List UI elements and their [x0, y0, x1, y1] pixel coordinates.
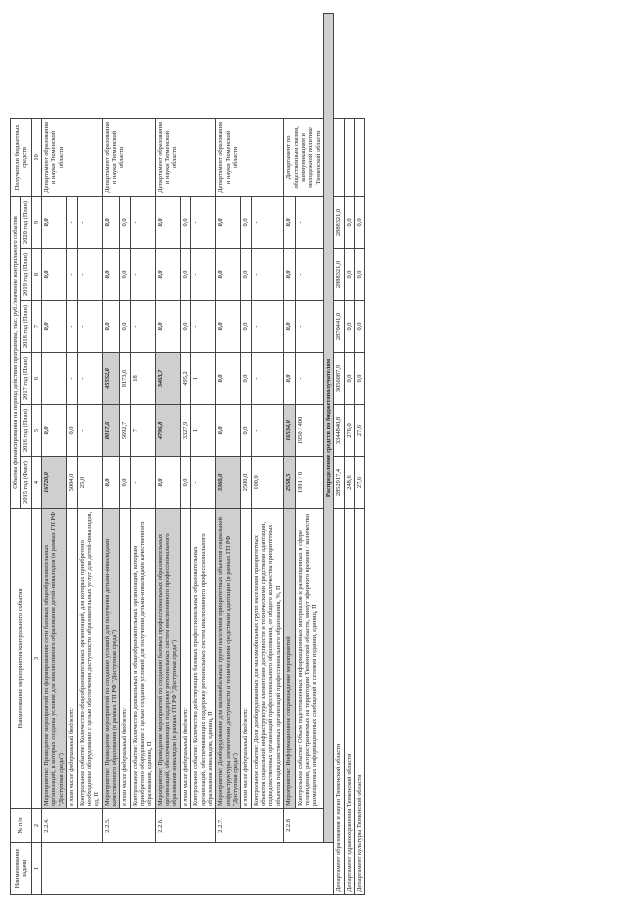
value: 27,6 [355, 457, 365, 509]
value: 1 [191, 353, 216, 405]
value: 0,0 [355, 196, 365, 248]
col-event: Наименование мероприятия/контрольного события [11, 509, 32, 809]
row-2-2-5 [102, 14, 120, 895]
value: 2870441,0 [334, 301, 344, 353]
row-number: 2.2.6. [155, 809, 216, 843]
year-2017: 2017 год (План) [21, 353, 31, 405]
value: 16720,0 [42, 457, 67, 509]
value: 0,0 [284, 196, 296, 248]
year-2018: 2018 год (План) [21, 301, 31, 353]
event-text: Мероприятие: Информационное сопровождение мероприятий [284, 509, 296, 809]
colnum: 8 [31, 249, 41, 301]
value: 5692,7 [120, 405, 130, 457]
value: 0,0 [241, 249, 251, 301]
value: - [77, 353, 102, 405]
event-text: Мероприятие: Проведение мероприятий по формированию сети базовых общеобразовательных организаций, в которых созданы условия для инклюзивного образования детей-инвалидов (в рамках ГП РФ "Доступная среда") [42, 509, 67, 809]
value: - [77, 196, 102, 248]
distribution-title: Распределение средств по бюджетополучателям [323, 14, 333, 843]
value: 0,0 [102, 457, 120, 509]
value: - [67, 196, 77, 248]
value: 7 [130, 405, 155, 457]
value: - [251, 405, 283, 457]
row-number: 2.2.5. [102, 809, 155, 843]
value: 0,0 [241, 301, 251, 353]
value: - [130, 196, 155, 248]
value: 0,0 [344, 301, 354, 353]
value: 3344840,8 [334, 405, 344, 457]
row-2-2-8 [284, 14, 296, 895]
value: 0,0 [180, 196, 190, 248]
event-text: Мероприятие: Проведение мероприятий по созданию базовых профессиональных образовательных организаций, обеспечивающих поддержку региональных систем инклюзивного профессионального образования инвалидов (в рамках ГП РФ "Доступная среда") [155, 509, 180, 809]
value: 0,0 [241, 196, 251, 248]
value: 495,2 [180, 353, 190, 405]
col-num: № п/п [11, 809, 32, 843]
value: 4796,8 [155, 405, 180, 457]
row-2-2-7 [216, 14, 241, 895]
value: 0,0 [355, 353, 365, 405]
col-task: Наименование задачи [11, 843, 32, 895]
value: 18 [130, 353, 155, 405]
value: 0,0 [344, 196, 354, 248]
value [42, 353, 67, 405]
value: 0,0 [216, 301, 241, 353]
value: 0,0 [42, 405, 67, 457]
row-number: 2.2.4. [42, 809, 103, 843]
empty-cell [344, 118, 354, 196]
fed-label: в том числе федеральный бюджет: [180, 509, 190, 809]
value: 0,0 [120, 249, 130, 301]
value: 1950 / 400 [295, 405, 323, 457]
control-text: Контрольное событие: Количество действующих базовых профессиональных образовательных организаций, обеспечивающих поддержку региональных систем инклюзивного профессионального образования инвалидов, единиц, П [191, 509, 216, 809]
value: 0,0 [355, 301, 365, 353]
colnum: 7 [31, 301, 41, 353]
value: 1991 / 0 [295, 457, 323, 509]
value: 25,0 [77, 457, 102, 509]
value: - [130, 457, 155, 509]
value: 45552,8 [102, 353, 120, 405]
col-recipients: Получатели бюджетных средств [11, 118, 32, 196]
row-2-2-4 [42, 14, 67, 895]
value: 100,0 [251, 457, 283, 509]
distribution-title-row [323, 14, 333, 895]
value: 0,0 [155, 249, 180, 301]
year-2020: 2020 год (План) [21, 196, 31, 248]
colnum: 5 [31, 405, 41, 457]
value: 27,6 [355, 405, 365, 457]
value: 8017,6 [102, 405, 120, 457]
year-2016: 2016 год (План) [21, 405, 31, 457]
distribution-row [334, 14, 344, 895]
value: - [67, 301, 77, 353]
recipient: Департамент образования и науки Тюменской области [42, 118, 103, 196]
value: - [77, 405, 102, 457]
fed-label: в том числе федеральный бюджет: [67, 509, 77, 809]
row-number: 2.2.8 [284, 809, 324, 843]
value: - [77, 249, 102, 301]
colnum: 2 [31, 809, 41, 843]
control-text: Контрольное событие: Доля дооборудованных для маломобильных групп населения приоритетных объектов социальной инфраструктуры элементами доступности и техническими средствами адаптации, подведомственных организаций профессионального образования, от общего количества приоритетных объектов подведомственных организаций профессионального образования, %, П [251, 509, 283, 809]
value: 3463,7 [155, 353, 180, 405]
year-2015: 2015 год (Факт) [21, 457, 31, 509]
value: 0,0 [180, 249, 190, 301]
value: 9173,6 [120, 353, 130, 405]
event-text: Мероприятие: Дооборудование для маломобильных групп населения приоритетных объектов социальной инфраструктуры элементами доступности и техническими средствами адаптации (в рамках ГП РФ "Доступная среда") [216, 509, 241, 809]
colnum: 6 [31, 353, 41, 405]
value: 0,0 [216, 405, 241, 457]
value: 0,0 [241, 353, 251, 405]
value: 0,0 [355, 249, 365, 301]
value: - [295, 301, 323, 353]
value: - [67, 249, 77, 301]
value: 3360,0 [216, 457, 241, 509]
value: 0,0 [180, 457, 190, 509]
value: - [251, 301, 283, 353]
value: 0,0 [120, 457, 130, 509]
recipient: Департамент по общественным связям, коммуникациям и молодежной политике Тюменской области [284, 118, 324, 196]
recipient: Департамент образования и науки Тюменской области [102, 118, 155, 196]
colnum: 10 [31, 118, 41, 196]
colnum: 1 [31, 843, 41, 895]
year-2019: 2019 год (План) [21, 249, 31, 301]
value: 3056087,9 [334, 353, 344, 405]
row-2-2-6 [155, 14, 180, 895]
colnum: 9 [31, 196, 41, 248]
value: 0,0 [42, 249, 67, 301]
value: - [130, 249, 155, 301]
header-row [11, 14, 21, 895]
value: 1 [191, 405, 216, 457]
recipient: Департамент образования и науки Тюменской области [216, 118, 284, 196]
value: 0,0 [344, 353, 354, 405]
value: - [295, 249, 323, 301]
value: 0,0 [216, 249, 241, 301]
program-table [10, 13, 365, 895]
value: - [191, 196, 216, 248]
event-text: Мероприятие: Проведение мероприятий по созданию условий для получения детьми-инвалидами качественного образования (в рамках ГП РФ "Доступная среда") [102, 509, 120, 809]
distribution-row [344, 14, 354, 895]
value: 0,0 [42, 301, 67, 353]
distribution-name: Департамент здравоохранения Тюменской области [344, 509, 354, 895]
distribution-row [355, 14, 365, 895]
control-text: Контрольное событие: Количество общеобразовательных организаций, для которых приобретено необходимое оборудование с целью обеспечения доступности образовательных услуг для детей-инвалидов, ед, П [77, 509, 102, 809]
value: 0,0 [155, 196, 180, 248]
distribution-name: Департамент культуры Тюменской области [355, 509, 365, 895]
value: 0,0 [120, 196, 130, 248]
value: 2888321,0 [334, 249, 344, 301]
value: - [77, 301, 102, 353]
value: - [295, 196, 323, 248]
value: 0,0 [102, 249, 120, 301]
value: - [67, 353, 77, 405]
value: 2888321,0 [334, 196, 344, 248]
value: - [251, 249, 283, 301]
value: 0,0 [102, 301, 120, 353]
value: 0,0 [216, 353, 241, 405]
value: 248,6 [344, 457, 354, 509]
value: - [191, 249, 216, 301]
distribution-name: Департамент образования и науки Тюменской области [334, 509, 344, 895]
value: - [251, 196, 283, 248]
value: 0,0 [120, 301, 130, 353]
control-text: Контрольное событие: Количество дошкольных и общеобразовательных организаций, которым приобретено оборудование с целью создания условий для получения детьми-инвалидами качественного образования, единиц, П [130, 509, 155, 809]
value: 2558,5 [284, 457, 296, 509]
fed-label: в том числе федеральный бюджет: [241, 509, 251, 809]
value: 2852917,4 [334, 457, 344, 509]
colnum: 3 [31, 509, 41, 809]
value: 5004,0 [67, 457, 77, 509]
task-cell [42, 843, 334, 895]
value: - [295, 353, 323, 405]
value: 16534,0 [284, 405, 296, 457]
value: 3327,9 [180, 405, 190, 457]
value: 0,0 [241, 405, 251, 457]
value: - [251, 353, 283, 405]
control-text: Контрольное событие: Объем подготовленных информационных материалов и размещенных в сфере телевидения, распространяемых на территории Тюменской области, минут эфирного времени / количество размещенных информационных сообщений в сетевом издании, единиц, П [295, 509, 323, 809]
value: - [191, 301, 216, 353]
value: 0,0 [180, 301, 190, 353]
value: 0,0 [284, 249, 296, 301]
col-funding: Объемы финансирования на период действия программы, тыс. руб./значение контрольного события [11, 196, 21, 508]
value: - [191, 457, 216, 509]
value: 0,0 [284, 353, 296, 405]
empty-cell [355, 118, 365, 196]
value: 276,0 [344, 405, 354, 457]
value: 0,0 [155, 457, 180, 509]
fed-label: в том числе федеральный бюджет: [120, 509, 130, 809]
value: 0,0 [216, 196, 241, 248]
row-number: 2.2.7. [216, 809, 284, 843]
value: 0,0 [102, 196, 120, 248]
value: 2500,0 [241, 457, 251, 509]
value: 0,0 [344, 249, 354, 301]
value: 0,0 [284, 301, 296, 353]
value: 0,0 [155, 301, 180, 353]
value: 0,0 [67, 405, 77, 457]
colnum-row [31, 14, 41, 895]
value: 0,0 [42, 196, 67, 248]
empty-cell [334, 118, 344, 196]
value: - [130, 301, 155, 353]
colnum: 4 [31, 457, 41, 509]
recipient: Департамент образования и науки Тюменской области [155, 118, 216, 196]
